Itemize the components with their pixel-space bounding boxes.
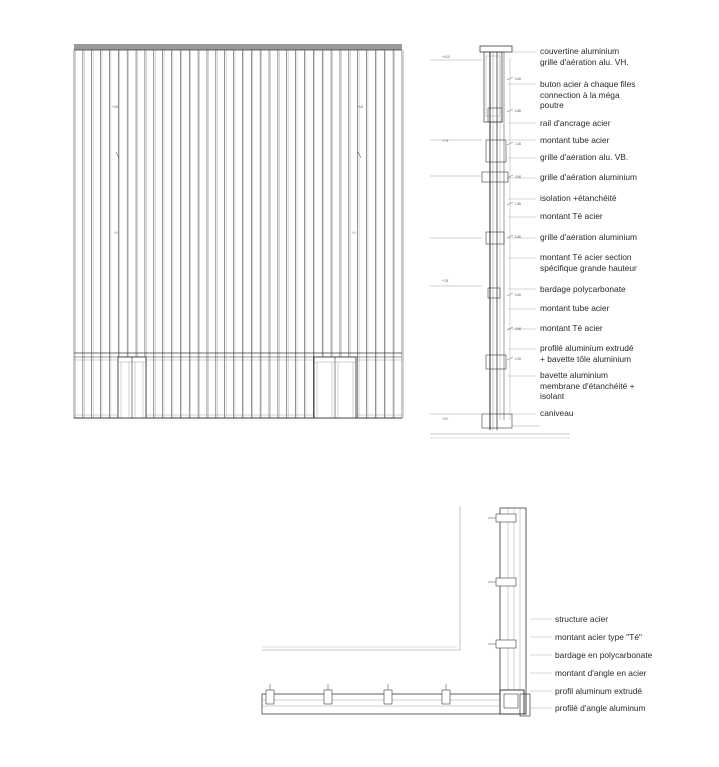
section-label: poutre bbox=[540, 100, 564, 110]
tee-post bbox=[384, 690, 392, 704]
section-label: membrane d'étanchéité + bbox=[540, 380, 635, 391]
tee-post bbox=[324, 690, 332, 704]
dimension-value: 0.80 bbox=[515, 327, 522, 331]
section-label: + bavette tôle aluminium bbox=[540, 353, 632, 364]
tee-post bbox=[496, 578, 516, 586]
section-detail-block bbox=[486, 232, 504, 244]
horizontal-wall-strip bbox=[262, 694, 526, 714]
dimension-value: 1.80 bbox=[515, 202, 522, 206]
section-label: bavette aluminium bbox=[540, 370, 608, 380]
tee-post bbox=[266, 690, 274, 704]
tick-mark bbox=[358, 152, 361, 158]
section-detail-block bbox=[486, 355, 506, 369]
level-mark-text: +15 bbox=[357, 105, 363, 109]
section-label: caniveau bbox=[540, 408, 574, 418]
section-label: spécifique grande hauteur bbox=[540, 262, 637, 273]
plan-label: montant acier type "Té" bbox=[555, 632, 642, 642]
dimension-value: 0.80 bbox=[515, 109, 522, 113]
section-label: profilé aluminium extrudé bbox=[540, 343, 634, 353]
plan-label: montant d'angle en acier bbox=[555, 668, 647, 678]
section-level-mark: +3.5 bbox=[442, 279, 449, 283]
facade-elevation bbox=[74, 44, 403, 418]
level-mark-text: +15 bbox=[112, 105, 118, 109]
level-mark-text: +1 bbox=[352, 231, 356, 235]
section-label: isolation +étanchéité bbox=[540, 193, 617, 203]
plan-label: bardage en polycarbonate bbox=[555, 650, 653, 660]
tee-post bbox=[496, 514, 516, 522]
corner-plan-detail bbox=[262, 506, 552, 716]
dimension-value: 0.80 bbox=[515, 235, 522, 239]
section-level-mark: +10.0 bbox=[442, 55, 451, 59]
plan-label: profil aluminum extrudé bbox=[555, 686, 643, 696]
section-label: montant tube acier bbox=[540, 135, 610, 145]
section-label: montant Té acier bbox=[540, 211, 603, 221]
coping-cap bbox=[480, 46, 512, 52]
section-label: montant Té acier bbox=[540, 323, 603, 333]
dimension-value: 0.80 bbox=[515, 175, 522, 179]
section-level-mark: +0.0 bbox=[442, 417, 449, 421]
vertical-wall-strip bbox=[500, 508, 526, 714]
section-label: grille d'aération alu. VB. bbox=[540, 152, 629, 162]
section-label: bardage polycarbonate bbox=[540, 284, 626, 294]
section-label: couvertine aluminium bbox=[540, 46, 620, 56]
dimension-value: 0.60 bbox=[515, 293, 522, 297]
dimension-value: 1.00 bbox=[515, 357, 522, 361]
section-label: grille d'aération alu. VH. bbox=[540, 56, 629, 67]
tee-post bbox=[496, 640, 516, 648]
section-label: isolant bbox=[540, 391, 565, 401]
plan-label: structure acier bbox=[555, 614, 609, 624]
tee-post bbox=[442, 690, 450, 704]
corner-steel-post bbox=[500, 690, 524, 714]
section-label: grille d'aération aluminium bbox=[540, 232, 638, 242]
plan-label: profilé d'angle aluminum bbox=[555, 703, 646, 713]
section-label: montant Té acier section bbox=[540, 252, 632, 262]
roof-coping bbox=[74, 44, 402, 50]
section-label: grille d'aération aluminium bbox=[540, 172, 638, 182]
dimension-value: 1.00 bbox=[515, 142, 522, 146]
section-level-mark: +7.5 bbox=[442, 139, 449, 143]
section-label: buton acier à chaque files bbox=[540, 79, 636, 89]
section-label: rail d'ancrage acier bbox=[540, 118, 611, 128]
section-label: montant tube acier bbox=[540, 303, 610, 313]
section-detail-block bbox=[486, 140, 506, 162]
section-label: connection à la méga bbox=[540, 89, 620, 100]
level-mark-text: +1 bbox=[114, 231, 118, 235]
dimension-value: 0.60 bbox=[515, 77, 522, 81]
